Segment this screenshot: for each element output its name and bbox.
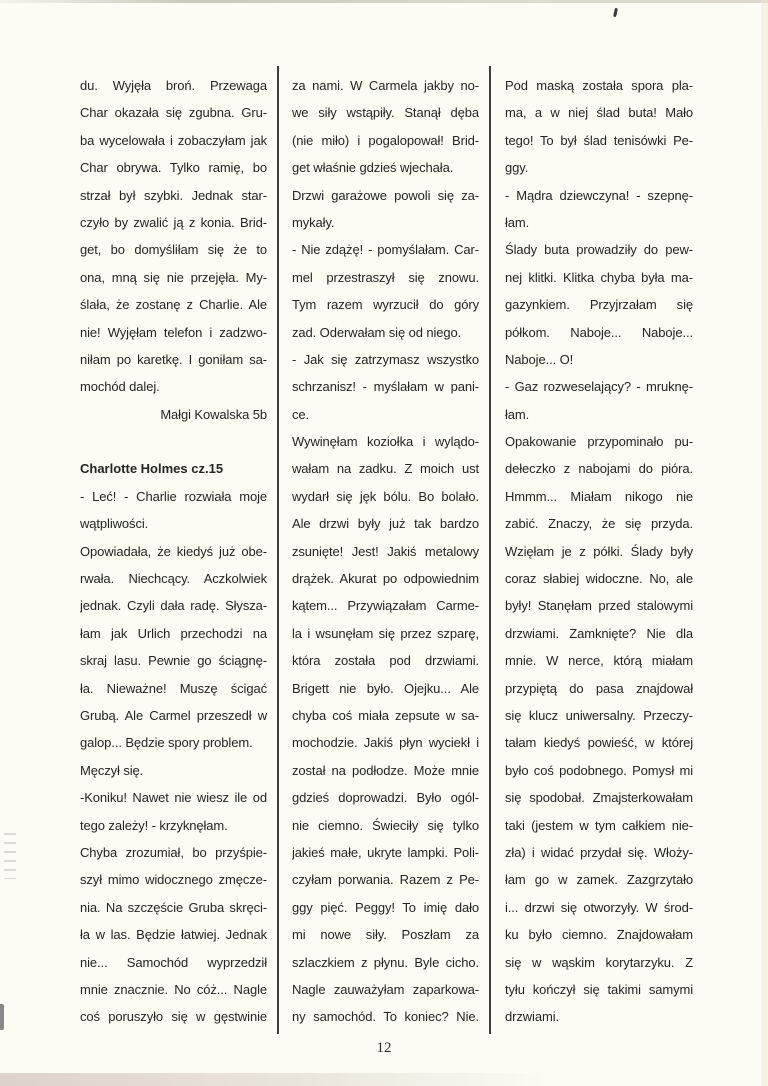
text-line: Tym razem wyrzucił do góry — [292, 297, 479, 313]
text-line: czyło by zwalić ją z konia. Brid- — [80, 214, 267, 230]
text-line: gazynkiem. Przyjrzałam się — [505, 297, 693, 313]
text-line: - Leć! - Charlie rozwiała moje — [80, 488, 267, 504]
text-line: szlaczkiem z płynu. Byle cicho. — [292, 954, 479, 970]
text-line: Pod maską została spora pla- — [505, 78, 693, 93]
text-line: rwała. Niechcący. Aczkolwiek — [80, 571, 267, 587]
text-line: Opakowanie przypominało pu- — [505, 434, 693, 450]
text-line: zabić. Znaczy, że się przyda. — [505, 516, 693, 532]
text-line: Brigett nie było. Ojejku... Ale — [292, 680, 479, 696]
text-line: tałam kiedyś powieść, w której — [505, 735, 693, 751]
text-line: la i wsunęłam się przez szparę, — [292, 625, 479, 641]
text-line: chyba coś miała zepsute w sa- — [292, 707, 479, 723]
text-line: ku było ciemno. Znajdowałam — [505, 927, 693, 943]
text-line: Char obrywa. Tylko ramię, bo — [80, 160, 267, 176]
text-line: Opowiadała, że kiedyś już obe- — [80, 543, 267, 559]
text-line: zsunięte! Jest! Jakiś metalowy — [292, 543, 479, 559]
text-line: nie... Samochód wyprzedził — [80, 954, 267, 970]
page-number: 12 — [376, 1040, 392, 1056]
text-line: ce. — [292, 406, 310, 422]
text-line: niłam po karetkę. I goniłam sa- — [80, 351, 267, 367]
blank-line — [80, 428, 267, 455]
text-line: schrzanisz! - myślałam w pani- — [292, 379, 479, 395]
text-line: przypiętą do pasa znajdował — [505, 680, 693, 696]
text-line: Hmmm... Miałam nikogo nie — [505, 488, 693, 504]
text-line: wątpliwości. — [80, 516, 149, 532]
text-line: wydarł się jęk bólu. Bo bolało. — [292, 488, 479, 504]
text-line: mochód dalej. — [80, 379, 160, 395]
text-line: -Koniku! Nawet nie wiesz ile od — [80, 790, 267, 806]
text-line: Chyba zrozumiał, bo przyśpie- — [80, 844, 267, 860]
text-line: zła) i widać przydał się. Włoży- — [505, 844, 693, 860]
text-line: się spodobał. Zmajsterkowałam — [505, 790, 693, 806]
scan-artifact-top-edge — [0, 0, 768, 3]
text-line: nie ciemno. Świeciły się tylko — [292, 817, 479, 833]
text-line: ma, a w niej ślad buta! Mało — [505, 105, 693, 121]
author-signature: Małgi Kowalska 5b — [160, 406, 267, 422]
text-line: du. Wyjęła broń. Przewaga — [80, 78, 267, 93]
text-line: taki (jestem w tym całkiem nie- — [505, 817, 693, 833]
text-line: kątem... Przywiązałam Carme- — [292, 598, 479, 614]
text-column-2 — [292, 72, 479, 1031]
text-line: ślała, że zostanę z Charlie. Ale — [80, 297, 267, 313]
text-line: został na podłodze. Może mnie — [292, 762, 479, 778]
text-line: mykały. — [292, 214, 335, 230]
text-line: wałam na zadku. Z moich ust — [292, 461, 479, 477]
text-line: ggy pięć. Peggy! To imię dało — [292, 899, 479, 915]
text-line: łam jak Urlich przechodzi na — [80, 625, 267, 641]
text-line: skraj lasu. Pewnie go ściągnę- — [80, 653, 267, 669]
scan-artifact-edge-smudge — [0, 1004, 4, 1030]
text-line: get, bo domyśliłam się że to — [80, 242, 267, 258]
text-line: (nie miło) i pogalopował! Brid- — [292, 132, 479, 148]
text-line: zad. Oderwałam się od niego. — [292, 324, 462, 340]
text-line: się klucz uniwersalny. Przeczy- — [505, 707, 693, 723]
text-line: mi nowe siły. Poszłam za — [292, 927, 479, 943]
text-line: get właśnie gdzieś wjechała. — [292, 160, 454, 176]
text-line: Męczył się. — [80, 762, 144, 778]
text-line: były! Stanęłam przed stalowymi — [505, 598, 693, 614]
text-line: czyłam porwania. Razem z Pe- — [292, 872, 479, 888]
text-line: Char okazała się zgubna. Gru- — [80, 105, 267, 121]
scan-artifact-right-tint — [761, 0, 768, 1086]
text-line: strzał był szybki. Jednak star- — [80, 187, 267, 203]
text-line: za nami. W Carmela jakby no- — [292, 78, 479, 93]
text-line: Ale drzwi były już tak bardzo — [292, 516, 479, 532]
text-line: szył mimo widocznego zmęcze- — [80, 872, 267, 888]
scan-artifact-apostrophe-mark — [613, 8, 618, 17]
text-line: mochodzie. Jakiś płyn wyciekł i — [292, 735, 479, 751]
text-line: jednak. Czyli dała radę. Słysza- — [80, 598, 267, 614]
scan-artifact-margin-scribble — [4, 833, 16, 879]
text-line: ba wycelowała i zobaczyłam jak — [80, 132, 267, 148]
text-line: mnie znacznie. No cóż... Nagle — [80, 981, 267, 997]
text-line: drzwiami. Zamknięte? Nie dla — [505, 625, 693, 641]
text-line: we siły wstąpiły. Stanął dęba — [292, 105, 479, 121]
text-line: ny samochód. To koniec? Nie. — [292, 1009, 479, 1025]
text-line: się w wąskim korytarzyku. Z — [505, 954, 693, 970]
text-line: która została pod drzwiami. — [292, 653, 479, 669]
text-line: było coś podobnego. Pomysł mi — [505, 762, 693, 778]
text-line: mel przestraszył się znowu. — [292, 269, 479, 285]
text-line: - Jak się zatrzymasz wszystko — [292, 351, 479, 367]
text-line: Drzwi garażowe powoli się za- — [292, 187, 479, 203]
text-line: dełeczko z nabojami do pióra. — [505, 461, 693, 477]
text-line: - Gaz rozweselający? - mruknę- — [505, 379, 693, 395]
text-line: drzwiami. — [505, 1009, 559, 1025]
text-line: ona, mną się nie przejęła. My- — [80, 269, 267, 285]
scan-artifact-bottom-strip — [0, 1073, 560, 1086]
text-line: łam go w zamek. Zazgrzytało — [505, 872, 693, 888]
text-line: mnie. W nerce, którą miałam — [505, 653, 693, 669]
text-line: drążek. Akurat po odpowiednim — [292, 571, 479, 587]
text-line: ggy. — [505, 160, 529, 176]
text-column-1 — [80, 72, 267, 1031]
text-line: Ślady buta prowadziły do pew- — [505, 242, 693, 258]
text-line: - Mądra dziewczyna! - szepnę- — [505, 187, 693, 203]
text-line: Naboje... O! — [505, 351, 574, 367]
text-line: Grubą. Ale Carmel przeszedł w — [80, 707, 267, 723]
text-line: łam. — [505, 406, 530, 422]
text-line: tyłu kończył się takimi samymi — [505, 981, 693, 997]
text-line: nej klitki. Klitka chyba była ma- — [505, 269, 693, 285]
text-line: Wywinęłam koziołka i wylądo- — [292, 434, 479, 450]
text-line: półkom. Naboje... Naboje... — [505, 324, 693, 340]
text-line: jakieś małe, ukryte lampki. Poli- — [292, 844, 479, 860]
text-line: coś poruszyło się w gęstwinie — [80, 1009, 267, 1025]
text-line: - Nie zdążę! - pomyślałam. Car- — [292, 242, 479, 258]
text-line: Nagle zauważyłam zaparkowa- — [292, 981, 479, 997]
text-line: gdzieś doprowadzi. Było ogól- — [292, 790, 479, 806]
text-line: ła. Nieważne! Muszę ścigać — [80, 680, 267, 696]
column-separator-1 — [277, 66, 279, 1034]
text-line: ła w las. Będzie łatwiej. Jednak — [80, 927, 267, 943]
text-column-3 — [505, 72, 693, 1031]
text-line: coraz słabiej widoczne. No, ale — [505, 571, 693, 587]
text-line: nia. Na szczęście Gruba skręci- — [80, 899, 267, 915]
text-line: galop... Będzie spory problem. — [80, 735, 253, 751]
text-line: tego zależy! - krzyknęłam. — [80, 817, 228, 833]
text-line: tego! To był ślad tenisówki Pe- — [505, 132, 693, 148]
text-line: łam. — [505, 214, 530, 230]
text-line: nie! Wyjęłam telefon i zadzwo- — [80, 324, 267, 340]
story-heading: Charlotte Holmes cz.15 — [80, 461, 224, 477]
text-line: Wzięłam je z półki. Ślady były — [505, 543, 693, 559]
text-line: i... drzwi się otworzyły. W środ- — [505, 899, 693, 915]
column-separator-2 — [489, 66, 491, 1034]
